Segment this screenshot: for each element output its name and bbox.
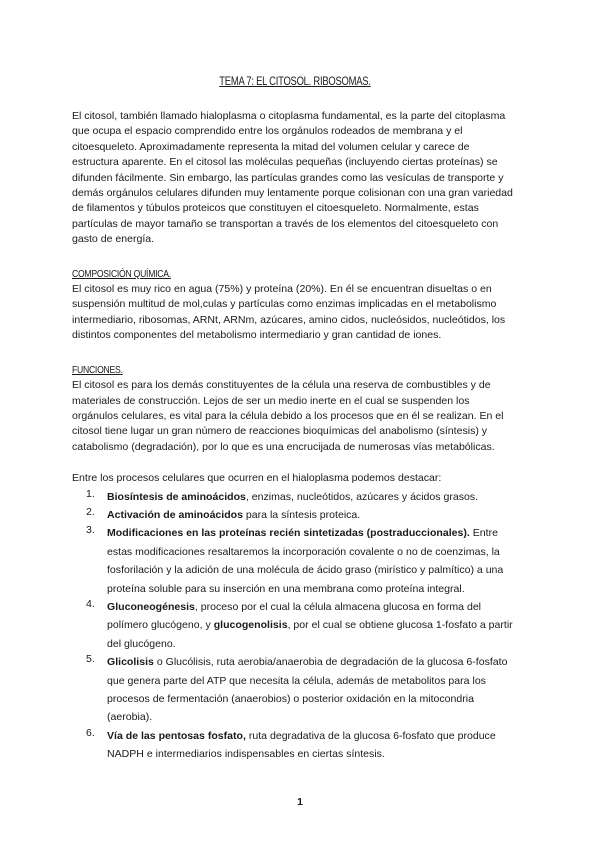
list-item-number: 1. [86, 487, 95, 500]
list-item-text-secondary: , por el cual se obtiene glucosa 1-fosfato a partir del glucógeno. [107, 619, 513, 650]
list-item [72, 505, 518, 523]
list-item-text: , enzimas, nucleótidos, azúcares y ácidos grasos. [245, 490, 479, 503]
list-item-term: Biosíntesis de aminoácidos [107, 490, 246, 503]
page-number: 1 [297, 796, 303, 808]
list-item-term: Glicolisis [107, 656, 154, 669]
document-page [72, 74, 518, 763]
section-composicion [72, 264, 518, 344]
list-item [72, 652, 518, 726]
list-item-term-secondary: glucogenolisis [213, 619, 288, 632]
list-item-term: Vía de las pentosas fosfato, [107, 729, 246, 742]
intro-paragraph: El citosol, también llamado hialoplasma o citoplasma fundamental, es la parte del citoplasma que ocupa el espacio comprendido entre los orgánulos rodeados de membrana y el citoesqueleto. Aproximadamente representa la mitad del volumen celular y carece de estructura aparente. En el citosol las moléculas pequeñas (incluyendo ciertas proteínas) se difunden fácilmente. Sin embargo, las partículas grandes como las vesículas de transporte y demás orgánulos celulares difunden muy lentamente porque colisionan con una gran variedad de filamentos y túbulos proteicos que constituyen el citoesqueleto. Normalmente, estas partículas de mayor tamaño se transportan a través de los elementos del citoesqueleto con gasto de energía. [72, 110, 513, 246]
document-title: TEMA 7: EL CITOSOL. RIBOSOMAS. [219, 76, 371, 88]
list-item-term: Gluconeogénesis [107, 600, 195, 613]
list-item [72, 726, 518, 763]
list-item-term: Activación de aminoácidos [107, 508, 243, 521]
list-item-number: 5. [86, 653, 95, 666]
list-item [72, 597, 518, 652]
funciones-paragraph: El citosol es para los demás constituyentes de la célula una reserva de combustibles y de materiales de construcción. Lejos de ser un medio inerte en el cual se suspenden los orgánulos celulares, es vital para la célula debido a los procesos que en él se realizan. En el citosol tiene lugar un gran número de reacciones bioquímicas del anabolismo (síntesis) y catabolismo (degradación), por lo que es una encrucijada de numerosas vías metabólicas. [72, 379, 504, 453]
composicion-paragraph: El citosol es muy rico en agua (75%) y proteína (20%). En él se encuentran disueltas o en suspensión multitud de mol,culas y partículas como enzimas implicadas en el metabolismo intermediario, ribosomas, ARNt, ARNm, azúcares, amino cidos, nucleósidos, nucleótidos, los distintos componentes del metabolismo intermediario y gran cantidad de iones. [72, 283, 506, 342]
list-item-number: 3. [86, 524, 95, 537]
list-item-number: 4. [86, 597, 95, 610]
list-item-term: Modificaciones en las proteínas recién sintetizadas (postraduccionales). [107, 527, 470, 540]
list-item-number: 2. [86, 505, 95, 518]
section-funciones [72, 360, 518, 763]
list-item-text: , proceso por el cual la célula almacena glucosa en forma del polímero glucógeno, y [107, 600, 482, 632]
list-item-text: para la síntesis proteica. [242, 508, 361, 521]
list-intro: Entre los procesos celulares que ocurren en el hialoplasma podemos destacar: [72, 472, 442, 485]
list-item-text: ruta degradativa de la glucosa 6-fosfato que produce NADPH e intermediarios indispensables en ciertas síntesis. [107, 729, 496, 761]
list-item [72, 487, 518, 505]
funciones-heading: FUNCIONES. [72, 363, 123, 376]
composicion-heading: COMPOSICIÓN QUÍMICA. [72, 267, 171, 280]
process-list [72, 487, 518, 763]
list-item-text: o Glucólisis, ruta aerobia/anaerobia de degradación de la glucosa 6-fosfato que genera parte del ATP que necesita la célula, además de metabolitos para los procesos de fermentación (anaerobios) o posterior oxidación en la mitocondria (aerobia). [107, 656, 508, 724]
list-item-number: 6. [86, 726, 95, 739]
list-item-text: Entre estas modificaciones resaltaremos la incorporación covalente o no de coenzimas, la fosforilación y la adición de una molécula de ácido graso (mirístico y palmítico) a una proteína soluble para su inserción en una membrana como proteína integral. [107, 527, 504, 595]
list-item [72, 523, 518, 597]
